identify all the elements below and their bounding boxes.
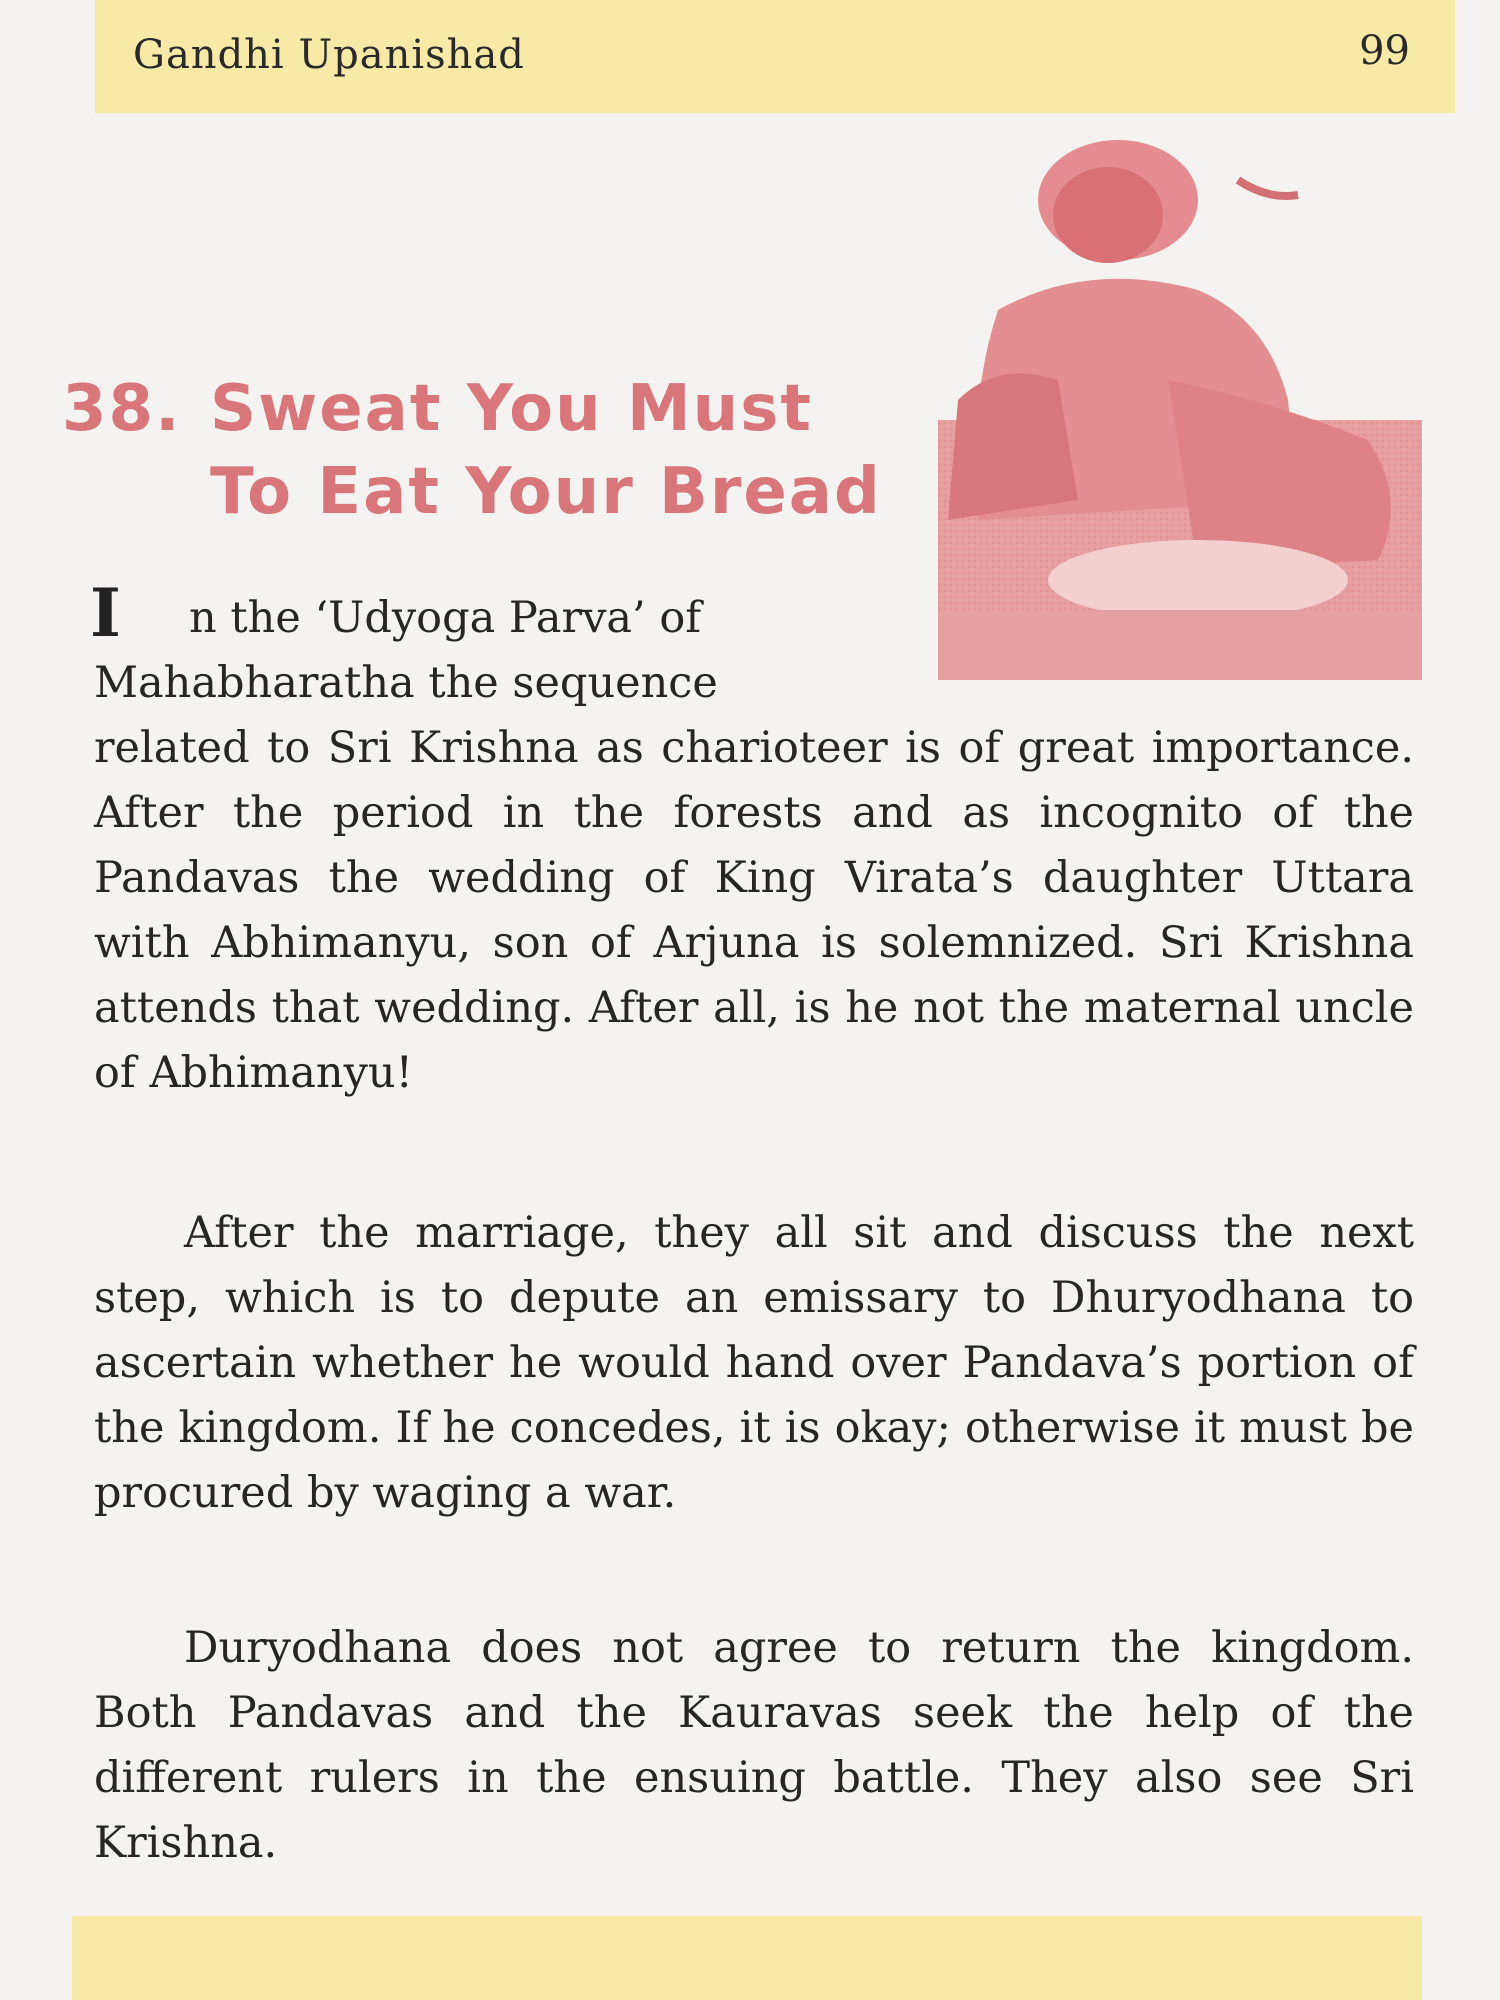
page-footer bbox=[72, 1916, 1422, 2000]
drop-cap: I bbox=[90, 574, 121, 652]
page-number: 99 bbox=[1359, 28, 1410, 74]
paragraph-1-line-2: Mahabharatha the sequence bbox=[94, 658, 718, 708]
chapter-number: 38. bbox=[62, 372, 182, 446]
paragraph-2: After the marriage, they all sit and discuss the next step, which is to depute an emissary to Dhuryodhana to ascertain whether he would hand over Pandava’s portion of the kingdom. If he concedes, it is okay; otherwise it must be procured by waging a war. bbox=[94, 1208, 1414, 1518]
chapter-title-line-2: To Eat Your Bread bbox=[210, 455, 882, 529]
running-title: Gandhi Upanishad bbox=[133, 32, 525, 78]
page-header bbox=[95, 0, 1455, 113]
paragraph-3: Duryodhana does not agree to return the kingdom. Both Pandavas and the Kauravas seek the help of the different rulers in the ensuing battle. They also see Sri Krishna. bbox=[94, 1623, 1414, 1868]
chapter-title-line-1: Sweat You Must bbox=[210, 372, 813, 446]
paragraph-1-body: related to Sri Krishna as charioteer is of great importance. After the period in the forests and as incognito of the Pandavas the wedding of King Virata’s daughter Uttara with Abhimanyu, son of Arjuna is solemnized. Sri Krishna attends that wedding. After all, is he not the maternal uncle of Abhimanyu! bbox=[94, 723, 1414, 1098]
paragraph-1 bbox=[94, 586, 1414, 1106]
paragraph-1-line-1: n the ‘Udyoga Parva’ of bbox=[189, 593, 702, 643]
